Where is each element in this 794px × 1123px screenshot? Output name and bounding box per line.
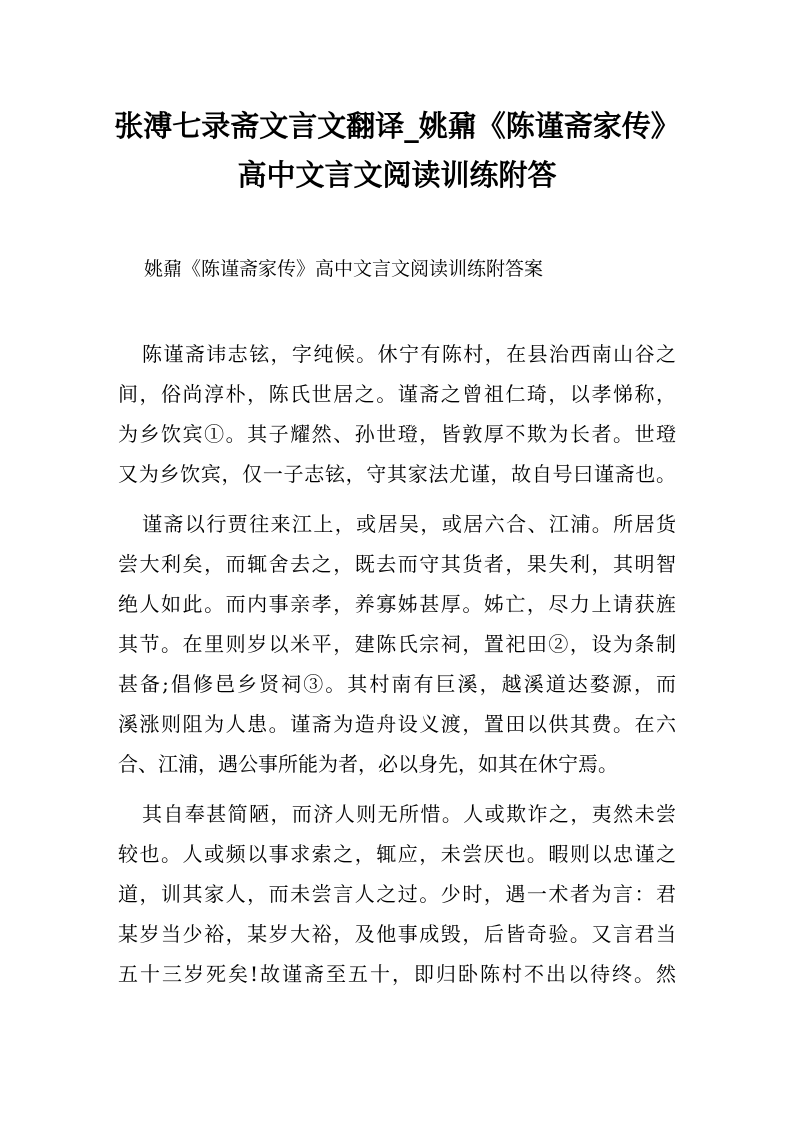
paragraph-line: 间，俗尚淳朴，陈氏世居之。谨斋之曾祖仁琦，以孝悌称， <box>118 382 676 406</box>
paragraph-line: 谨斋以行贾往来江上，或居吴，或居六合、江浦。所居货 <box>142 512 676 536</box>
paragraph-line: 某岁当少裕，某岁大裕，及他事成毁，后皆奇验。又言君当 <box>118 922 676 946</box>
paragraph-line: 陈谨斋讳志铉，字纯候。休宁有陈村，在县治西南山谷之 <box>142 342 676 366</box>
document-title-line-2: 高中文言文阅读训练附答 <box>237 158 557 192</box>
paragraph-line: 合、江浦，遇公事所能为者，必以身先，如其在休宁焉。 <box>118 752 618 776</box>
paragraph-line: 溪涨则阻为人患。谨斋为造舟设义渡，置田以供其费。在六 <box>118 712 676 736</box>
paragraph-line: 又为乡饮宾，仅一子志铉，守其家法尤谨，故自号曰谨斋也。 <box>118 462 676 486</box>
paragraph-line: 为乡饮宾①。其子耀然、孙世璒，皆敦厚不欺为长者。世璒 <box>118 422 676 446</box>
paragraph-line: 其节。在里则岁以米平，建陈氏宗祠，置祀田②，设为条制 <box>118 632 676 656</box>
paragraph-line: 尝大利矣，而辄舍去之，既去而守其货者，果失利，其明智 <box>118 552 676 576</box>
paragraph-line: 其自奉甚简陋，而济人则无所惜。人或欺诈之，夷然未尝 <box>142 802 676 826</box>
paragraph-line: 甚备;倡修邑乡贤祠③。其村南有巨溪，越溪道达婺源，而 <box>118 672 676 696</box>
document-title-line-1: 张溥七录斋文言文翻译_姚鼐《陈谨斋家传》 <box>114 109 680 143</box>
paragraph-line: 道，训其家人，而未尝言人之过。少时，遇一术者为言：君 <box>118 882 676 906</box>
paragraph-line: 五十三岁死矣!故谨斋至五十，即归卧陈村不出以待终。然 <box>118 962 676 986</box>
document-subtitle: 姚鼐《陈谨斋家传》高中文言文阅读训练附答案 <box>144 258 544 280</box>
paragraph-line: 绝人如此。而内事亲孝，养寡姊甚厚。姊亡，尽力上请获旌 <box>118 592 676 616</box>
paragraph-line: 较也。人或频以事求索之，辄应，未尝厌也。暇则以忠谨之 <box>118 842 676 866</box>
